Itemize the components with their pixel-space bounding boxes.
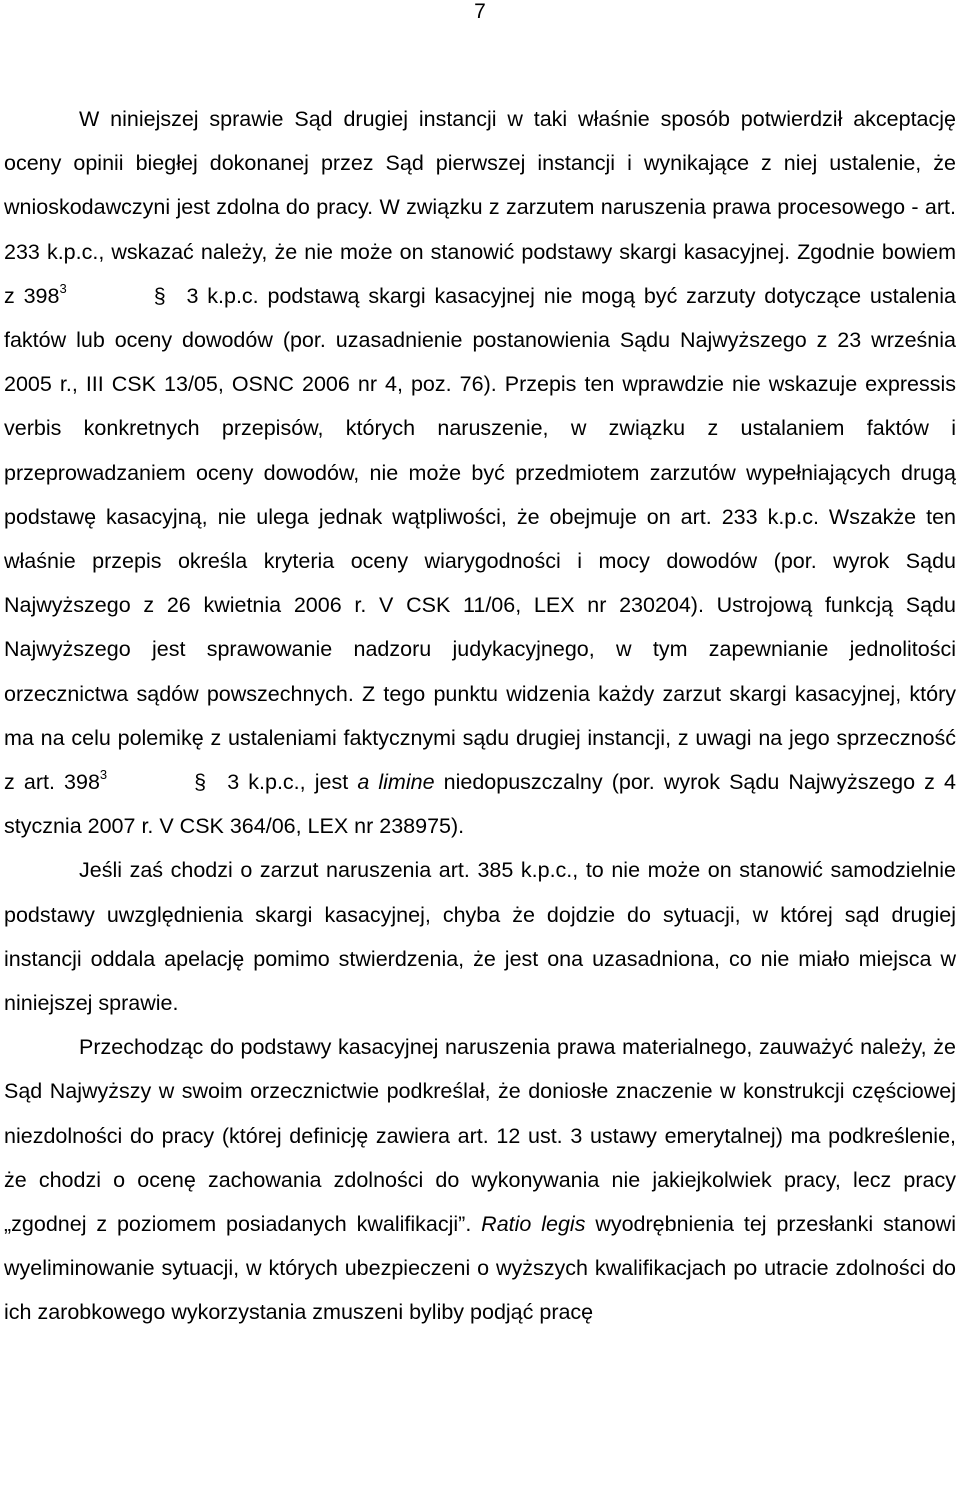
paragraph-3	[4, 1025, 956, 1334]
paragraph-1-text-c: 3 k.p.c., jest	[218, 770, 358, 795]
section-sign: §	[194, 770, 207, 795]
paragraph-1	[4, 97, 956, 848]
paragraph-1-text-d: niedopuszczalny (por. wyrok Sądu Najwyższego z 4 stycznia 2007 r. V CSK 364/06, LEX nr 238975).	[4, 770, 956, 839]
paragraph-3-text-a: Przechodząc do podstawy kasacyjnej naruszenia prawa materialnego, zauważyć należy, że Sąd Najwyższy w swoim orzecznictwie podkreślał, że doniosłe znaczenie w konstrukcji częściowej niezdolności do pracy (której definicję zawiera art. 12 ust. 3 ustawy emerytalnej) ma podkreślenie, że chodzi o ocenę zachowania zdolności do wykonywania nie jakiejkolwiek pracy, lecz pracy „zgodnej z poziomem posiadanych kwalifikacji”.	[4, 1035, 956, 1237]
superscript-article: 3	[59, 280, 67, 296]
document-body	[4, 97, 956, 1335]
paragraph-1-text-b: 3 k.p.c. podstawą skargi kasacyjnej nie mogą być zarzuty dotyczące ustalenia faktów lub oceny dowodów (por. uzasadnienie postanowienia Sądu Najwyższego z 23 września 2005 r., III CSK 13/05, OSNC 2006 nr 4, poz. 76). Przepis ten wprawdzie nie wskazuje expressis verbis konkretnych przepisów, których naruszenie, w związku z ustalaniem faktów i przeprowadzaniem oceny dowodów, nie może być przedmiotem zarzutów wypełniających drugą podstawę kasacyjną, nie ulega jednak wątpliwości, że obejmuje on art. 233 k.p.c. Wszakże ten właśnie przepis określa kryteria oceny wiarygodności i mocy dowodów (por. wyrok Sądu Najwyższego z 26 kwietnia 2006 r. V CSK 11/06, LEX nr 230204). Ustrojową funkcją Sądu Najwyższego jest sprawowanie nadzoru judykacyjnego, w tym zapewnianie jednolitości orzecznictwa sądów powszechnych. Z tego punktu widzenia każdy zarzut skargi kasacyjnej, który ma na celu polemikę z ustaleniami faktycznymi sądu drugiej instancji, z uwagi na jego sprzeczność z art. 398	[4, 283, 956, 795]
section-sign: §	[153, 283, 166, 308]
paragraph-2: Jeśli zaś chodzi o zarzut naruszenia art. 385 k.p.c., to nie może on stanowić samodzielnie podstawy uwzględnienia skargi kasacyjnej, chyba że dojdzie do sytuacji, w której sąd drugiej instancji oddala apelację pomimo stwierdzenia, że jest ona uzasadniona, co nie miało miejsca w niniejszej sprawie.	[4, 858, 956, 1016]
superscript-article: 3	[99, 766, 108, 782]
paragraph-3-text-b: wyodrębnienia tej przesłanki stanowi wyeliminowanie sytuacji, w których ubezpieczeni o wyższych kwalifikacjach po utracie zdolności do ich zarobkowego wykorzystania zmuszeni byliby podjąć pracę	[4, 1212, 956, 1325]
paragraph-1-text-a: W niniejszej sprawie Sąd drugiej instancji w taki właśnie sposób potwierdził akceptację oceny opinii biegłej dokonanej przez Sąd pierwszej instancji i wynikające z niej ustalenie, że wnioskodawczyni jest zdolna do pracy. W związku z zarzutem naruszenia prawa procesowego - art. 233 k.p.c., wskazać należy, że nie może on stanowić podstawy skargi kasacyjnej. Zgodnie bowiem z 398	[4, 107, 956, 308]
page-number: 7	[474, 0, 486, 23]
italic-phrase: a limine	[357, 770, 435, 795]
italic-phrase: Ratio legis	[481, 1212, 586, 1237]
